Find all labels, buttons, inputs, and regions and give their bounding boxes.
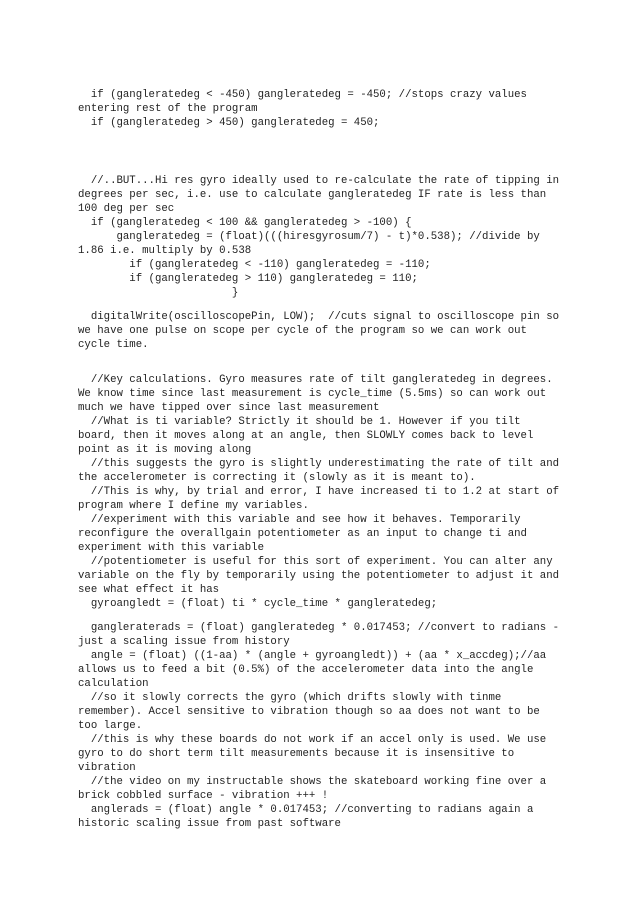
code-line: program where I define my variables. xyxy=(78,500,309,512)
code-line: //experiment with this variable and see how it behaves. Temporarily xyxy=(78,514,521,526)
code-line: We know time since last measurement is cycle_time (5.5ms) so can work out xyxy=(78,388,547,400)
code-line: //Key calculations. Gyro measures rate of tilt gangleratedeg in degrees. xyxy=(78,374,553,386)
code-line: entering rest of the program xyxy=(78,103,258,115)
code-line: 100 deg per sec xyxy=(78,203,175,215)
code-line: //..BUT...Hi res gyro ideally used to re-calculate the rate of tipping in xyxy=(78,175,560,187)
code-line: //the video on my instructable shows the skateboard working fine over a xyxy=(78,776,547,788)
code-line: if (gangleratedeg > 450) gangleratedeg = 450; xyxy=(78,117,380,129)
code-line: gyro to do short term tilt measurements because it is insensitive to xyxy=(78,748,515,760)
code-line: if (gangleratedeg < -110) gangleratedeg = -110; xyxy=(78,259,431,271)
code-line: anglerads = (float) angle * 0.017453; //converting to radians again a xyxy=(78,804,534,816)
code-line: reconfigure the overallgain potentiometer as an input to change ti and xyxy=(78,528,527,540)
code-line: if (gangleratedeg > 110) gangleratedeg = 110; xyxy=(78,273,418,285)
code-line: point as it is moving along xyxy=(78,444,252,456)
code-line: allows us to feed a bit (0.5%) of the accelerometer data into the angle xyxy=(78,664,534,676)
code-line: gangleraterads = (float) gangleratedeg * 0.017453; //convert to radians - xyxy=(78,622,560,634)
code-line: much we have tipped over since last measurement xyxy=(78,402,380,414)
code-line: calculation xyxy=(78,678,149,690)
code-line: gyroangledt = (float) ti * cycle_time * gangleratedeg; xyxy=(78,598,438,610)
code-line: we have one pulse on scope per cycle of the program so we can work out xyxy=(78,325,527,337)
code-line: see what effect it has xyxy=(78,584,220,596)
code-line: vibration xyxy=(78,762,136,774)
code-line: digitalWrite(oscilloscopePin, LOW); //cuts signal to oscilloscope pin so xyxy=(78,311,560,323)
code-line: } xyxy=(78,287,239,299)
code-line: historic scaling issue from past software xyxy=(78,818,341,830)
code-line: //This is why, by trial and error, I have increased ti to 1.2 at start of xyxy=(78,486,560,498)
code-line: //What is ti variable? Strictly it should be 1. However if you tilt xyxy=(78,416,521,428)
code-line: degrees per sec, i.e. use to calculate gangleratedeg IF rate is less than xyxy=(78,189,547,201)
code-line: just a scaling issue from history xyxy=(78,636,290,648)
code-line: the accelerometer is correcting it (slowly as it is meant to). xyxy=(78,472,476,484)
code-line: cycle time. xyxy=(78,339,149,351)
code-line: if (gangleratedeg < -450) gangleratedeg = -450; //stops crazy values xyxy=(78,89,527,101)
code-line: //this is why these boards do not work if an accel only is used. We use xyxy=(78,734,547,746)
code-line: brick cobbled surface - vibration +++ ! xyxy=(78,790,329,802)
code-line: gangleratedeg = (float)(((hiresgyrosum/7) - t)*0.538); //divide by xyxy=(78,231,540,243)
code-line: if (gangleratedeg < 100 && gangleratedeg > -100) { xyxy=(78,217,412,229)
code-line: experiment with this variable xyxy=(78,542,264,554)
code-line: //this suggests the gyro is slightly underestimating the rate of tilt and xyxy=(78,458,560,470)
code-line: variable on the fly by temporarily using the potentiometer to adjust it and xyxy=(78,570,560,582)
code-line: board, then it moves along at an angle, then SLOWLY comes back to level xyxy=(78,430,534,442)
code-line: remember). Accel sensitive to vibration though so aa does not want to be xyxy=(78,706,540,718)
code-line: //potentiometer is useful for this sort of experiment. You can alter any xyxy=(78,556,553,568)
code-line: 1.86 i.e. multiply by 0.538 xyxy=(78,245,252,257)
code-line: angle = (float) ((1-aa) * (angle + gyroangledt)) + (aa * x_accdeg);//aa xyxy=(78,650,547,662)
code-line: too large. xyxy=(78,720,143,732)
code-line: //so it slowly corrects the gyro (which drifts slowly with tinme xyxy=(78,692,502,704)
